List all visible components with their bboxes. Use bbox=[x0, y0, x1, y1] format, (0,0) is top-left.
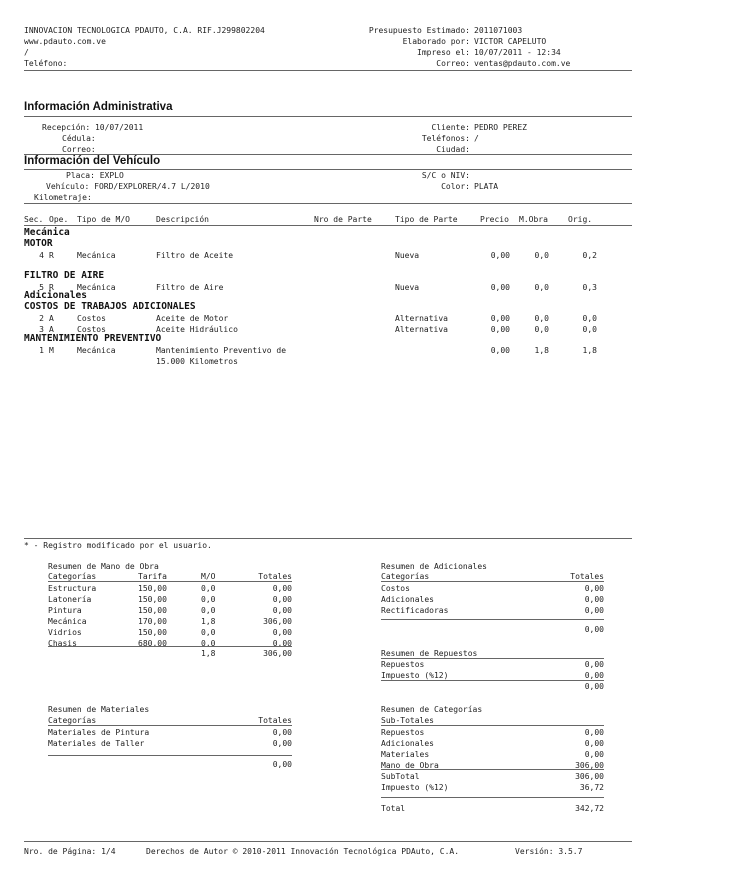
category-subtotals-header: Sub-Totales bbox=[381, 716, 434, 725]
col-descripcion: Descripción bbox=[156, 215, 209, 224]
materials-summary-title: Resumen de Materiales bbox=[48, 705, 150, 714]
divider bbox=[24, 169, 632, 170]
labor-row-rate: 150,00 bbox=[138, 628, 167, 637]
col-nro-parte: Nro de Parte bbox=[314, 215, 372, 224]
divider bbox=[381, 658, 604, 659]
group-subtitle: MANTENIMIENTO PREVENTIVO bbox=[24, 333, 162, 344]
divider bbox=[24, 225, 632, 226]
email-label: Correo: bbox=[436, 59, 470, 68]
labor-row-total: 0,00 bbox=[272, 595, 292, 604]
labor-row-category: Pintura bbox=[48, 606, 82, 615]
cedula-label: Cédula: bbox=[62, 134, 96, 143]
labor-row-mo: 0,0 bbox=[201, 584, 216, 593]
email-value: ventas@pdauto.com.ve bbox=[474, 59, 571, 68]
sc-niv-label: S/C o NIV: bbox=[421, 171, 470, 180]
category-row-value: 306,00 bbox=[575, 761, 604, 770]
tax-label: Impuesto (%12) bbox=[381, 783, 449, 792]
category-row-label: Mano de Obra bbox=[381, 761, 439, 770]
additional-row-total: 0,00 bbox=[584, 606, 604, 615]
cell-mobra: 0,0 bbox=[534, 283, 549, 292]
vehicle-section-title: Información del Vehículo bbox=[24, 155, 161, 167]
materials-row-label: Materiales de Taller bbox=[48, 739, 145, 748]
vehicle-description: Vehículo: FORD/EXPLORER/4.7 L/2010 bbox=[46, 182, 210, 191]
labor-row-total: 0,00 bbox=[272, 639, 292, 648]
labor-total: 306,00 bbox=[263, 649, 292, 658]
additional-col-totals: Totales bbox=[570, 572, 604, 581]
phones-label: Teléfonos: bbox=[421, 134, 470, 143]
copyright: Derechos de Autor © 2010-2011 Innovación Tecnológica PDAuto, C.A. bbox=[146, 847, 460, 856]
modified-note: * - Registro modificado por el usuario. bbox=[24, 541, 212, 550]
divider bbox=[381, 725, 604, 726]
labor-row-total: 306,00 bbox=[263, 617, 292, 626]
cell-tipo-parte: Alternativa bbox=[395, 314, 448, 323]
cell-precio: 0,00 bbox=[490, 325, 510, 334]
category-row-label: Repuestos bbox=[381, 728, 425, 737]
labor-row-rate: 150,00 bbox=[138, 584, 167, 593]
cell-sec: 1 bbox=[39, 346, 44, 355]
materials-total: 0,00 bbox=[272, 760, 292, 769]
parts-row-value: 0,00 bbox=[584, 660, 604, 669]
cell-tipo-parte: Alternativa bbox=[395, 325, 448, 334]
divider bbox=[24, 70, 632, 71]
plate: Placa: EXPLO bbox=[66, 171, 124, 180]
subtotal-label: SubTotal bbox=[381, 772, 420, 781]
divider bbox=[24, 116, 632, 117]
cell-tipo-parte: Nueva bbox=[395, 251, 420, 260]
col-precio: Precio bbox=[480, 215, 509, 224]
materials-row-value: 0,00 bbox=[272, 728, 292, 737]
budget-label: Presupuesto Estimado: bbox=[368, 26, 470, 35]
additional-summary-title: Resumen de Adicionales bbox=[381, 562, 487, 571]
divider bbox=[24, 538, 632, 539]
cell-tipo: Mecánica bbox=[77, 283, 116, 292]
cell-sec: 3 bbox=[39, 325, 44, 334]
cell-mobra: 0,0 bbox=[534, 251, 549, 260]
cell-mobra: 1,8 bbox=[534, 346, 549, 355]
col-tipo-parte: Tipo de Parte bbox=[395, 215, 458, 224]
total-label: Total bbox=[381, 804, 406, 813]
cell-precio: 0,00 bbox=[490, 314, 510, 323]
divider bbox=[24, 841, 632, 842]
group-title: Mecánica bbox=[24, 227, 70, 238]
cell-ope: R bbox=[49, 283, 54, 292]
category-summary-title: Resumen de Categorías bbox=[381, 705, 483, 714]
cell-orig: 0,3 bbox=[582, 283, 597, 292]
col-orig: Orig. bbox=[568, 215, 593, 224]
subtotal-value: 306,00 bbox=[575, 772, 604, 781]
additional-total: 0,00 bbox=[584, 625, 604, 634]
cell-sec: 5 bbox=[39, 283, 44, 292]
parts-tax-value: 0,00 bbox=[584, 671, 604, 680]
labor-row-rate: 170,00 bbox=[138, 617, 167, 626]
cell-ope: A bbox=[49, 314, 54, 323]
cell-desc: Filtro de Aceite bbox=[156, 251, 234, 260]
group-subtitle: COSTOS DE TRABAJOS ADICIONALES bbox=[24, 301, 196, 312]
labor-row-total: 0,00 bbox=[272, 606, 292, 615]
col-sec: Sec. bbox=[24, 215, 44, 224]
printed-value: 10/07/2011 - 12:34 bbox=[474, 48, 561, 57]
cell-orig: 0,2 bbox=[582, 251, 597, 260]
parts-summary-title: Resumen de Repuestos bbox=[381, 649, 478, 658]
cell-orig: 0,0 bbox=[582, 314, 597, 323]
category-row-value: 0,00 bbox=[584, 728, 604, 737]
cell-tipo: Mecánica bbox=[77, 346, 116, 355]
labor-summary-title: Resumen de Mano de Obra bbox=[48, 562, 159, 571]
labor-row-mo: 1,8 bbox=[201, 617, 216, 626]
company-name: INNOVACION TECNOLOGICA PDAUTO, C.A. RIF.J299802204 bbox=[24, 26, 265, 35]
client-label: Cliente: bbox=[431, 123, 470, 132]
cell-ope: R bbox=[49, 251, 54, 260]
labor-col-totals: Totales bbox=[258, 572, 292, 581]
divider bbox=[24, 203, 632, 204]
col-mobra: M.Obra bbox=[519, 215, 548, 224]
parts-tax-label: Impuesto (%12) bbox=[381, 671, 449, 680]
col-tipo-mo: Tipo de M/O bbox=[77, 215, 130, 224]
labor-row-rate: 150,00 bbox=[138, 595, 167, 604]
divider bbox=[381, 797, 604, 798]
cell-precio: 0,00 bbox=[490, 251, 510, 260]
category-row-label: Materiales bbox=[381, 750, 430, 759]
parts-total: 0,00 bbox=[584, 682, 604, 691]
phones-value: / bbox=[474, 134, 479, 143]
group-subtitle: FILTRO DE AIRE bbox=[24, 270, 105, 281]
col-ope: Ope. bbox=[49, 215, 69, 224]
materials-row-value: 0,00 bbox=[272, 739, 292, 748]
materials-row-label: Materiales de Pintura bbox=[48, 728, 150, 737]
divider bbox=[48, 581, 292, 582]
cell-desc-line2: 15.000 Kilometros bbox=[156, 357, 238, 366]
labor-row-category: Vidrios bbox=[48, 628, 82, 637]
correo-label: Correo: bbox=[62, 145, 96, 154]
category-row-value: 0,00 bbox=[584, 750, 604, 759]
labor-row-total: 0,00 bbox=[272, 628, 292, 637]
color-value: PLATA bbox=[474, 182, 499, 191]
phone-label: Teléfono: bbox=[24, 59, 68, 68]
cell-tipo-parte: Nueva bbox=[395, 283, 420, 292]
labor-row-mo: 0,0 bbox=[201, 639, 216, 648]
category-row-label: Adicionales bbox=[381, 739, 434, 748]
divider bbox=[48, 755, 292, 756]
client-value: PEDRO PEREZ bbox=[474, 123, 527, 132]
city-label: Ciudad: bbox=[436, 145, 470, 154]
labor-col-mo: M/O bbox=[201, 572, 216, 581]
cell-tipo: Mecánica bbox=[77, 251, 116, 260]
labor-row-mo: 0,0 bbox=[201, 606, 216, 615]
cell-orig: 0,0 bbox=[582, 325, 597, 334]
category-row-value: 0,00 bbox=[584, 739, 604, 748]
company-web: www.pdauto.com.ve bbox=[24, 37, 106, 46]
tax-value: 36,72 bbox=[579, 783, 604, 792]
budget-value: 2011071003 bbox=[474, 26, 523, 35]
cell-tipo: Costos bbox=[77, 325, 106, 334]
admin-section-title: Información Administrativa bbox=[24, 101, 173, 113]
divider bbox=[48, 646, 292, 647]
parts-row-label: Repuestos bbox=[381, 660, 425, 669]
mileage-label: Kilometraje: bbox=[34, 193, 92, 202]
cell-sec: 2 bbox=[39, 314, 44, 323]
color-label: Color: bbox=[441, 182, 470, 191]
materials-col-totals: Totales bbox=[258, 716, 292, 725]
reception-date: Recepción: 10/07/2011 bbox=[42, 123, 144, 132]
made-by-value: VICTOR CAPELUTO bbox=[474, 37, 547, 46]
labor-row-mo: 0,0 bbox=[201, 595, 216, 604]
labor-row-rate: 680,00 bbox=[138, 639, 167, 648]
labor-total-mo: 1,8 bbox=[201, 649, 216, 658]
cell-desc: Aceite Hidráulico bbox=[156, 325, 238, 334]
additional-row-category: Costos bbox=[381, 584, 410, 593]
labor-row-total: 0,00 bbox=[272, 584, 292, 593]
total-value: 342,72 bbox=[575, 804, 604, 813]
labor-row-category: Estructura bbox=[48, 584, 97, 593]
cell-ope: M bbox=[49, 346, 54, 355]
labor-row-category: Mecánica bbox=[48, 617, 87, 626]
divider bbox=[48, 725, 292, 726]
labor-row-rate: 150,00 bbox=[138, 606, 167, 615]
cell-orig: 1,8 bbox=[582, 346, 597, 355]
cell-precio: 0,00 bbox=[490, 283, 510, 292]
divider bbox=[381, 769, 604, 770]
divider bbox=[381, 680, 604, 681]
cell-precio: 0,00 bbox=[490, 346, 510, 355]
labor-col-rate: Tarifa bbox=[138, 572, 167, 581]
cell-desc: Filtro de Aire bbox=[156, 283, 224, 292]
additional-row-total: 0,00 bbox=[584, 584, 604, 593]
cell-mobra: 0,0 bbox=[534, 325, 549, 334]
page-number: Nro. de Página: 1/4 bbox=[24, 847, 116, 856]
group-title: Adicionales bbox=[24, 290, 87, 301]
made-by-label: Elaborado por: bbox=[402, 37, 470, 46]
cell-desc: Mantenimiento Preventivo de bbox=[156, 346, 287, 355]
version: Versión: 3.5.7 bbox=[515, 847, 583, 856]
labor-row-category: Chasis bbox=[48, 639, 77, 648]
cell-desc: Aceite de Motor bbox=[156, 314, 229, 323]
additional-row-total: 0,00 bbox=[584, 595, 604, 604]
cell-tipo: Costos bbox=[77, 314, 106, 323]
materials-col-category: Categorías bbox=[48, 716, 97, 725]
divider bbox=[381, 619, 604, 620]
cell-sec: 4 bbox=[39, 251, 44, 260]
labor-col-category: Categorías bbox=[48, 572, 97, 581]
additional-row-category: Rectificadoras bbox=[381, 606, 449, 615]
labor-row-mo: 0,0 bbox=[201, 628, 216, 637]
additional-row-category: Adicionales bbox=[381, 595, 434, 604]
header-slash: / bbox=[24, 48, 29, 57]
labor-row-category: Latonería bbox=[48, 595, 92, 604]
additional-col-category: Categorías bbox=[381, 572, 430, 581]
group-subtitle: MOTOR bbox=[24, 238, 53, 249]
cell-mobra: 0,0 bbox=[534, 314, 549, 323]
cell-ope: A bbox=[49, 325, 54, 334]
divider bbox=[381, 581, 604, 582]
printed-label: Impreso el: bbox=[417, 48, 470, 57]
